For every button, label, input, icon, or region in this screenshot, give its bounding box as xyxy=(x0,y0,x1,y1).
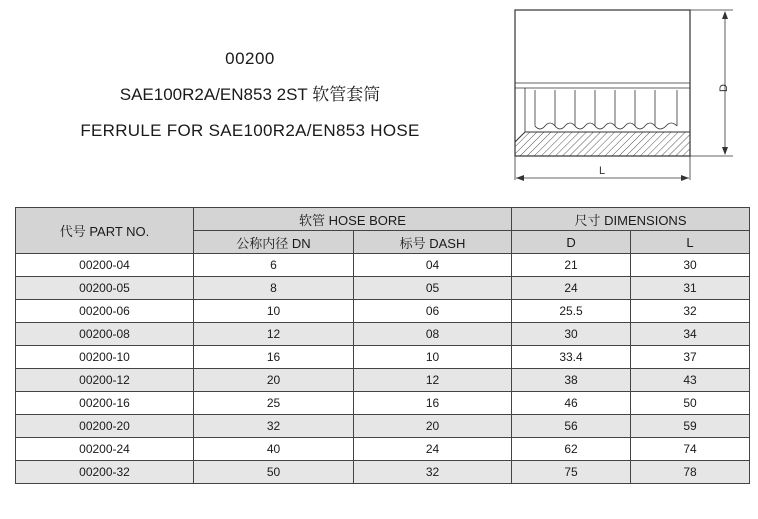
cell-d: 21 xyxy=(512,254,631,277)
cell-d: 33.4 xyxy=(512,346,631,369)
cell-dn: 16 xyxy=(194,346,354,369)
cell-dn: 25 xyxy=(194,392,354,415)
cell-d: 56 xyxy=(512,415,631,438)
header-l: L xyxy=(631,231,750,254)
cell-dn: 50 xyxy=(194,461,354,484)
table-row xyxy=(16,323,750,346)
cell-dash: 08 xyxy=(354,323,512,346)
cell-dash: 24 xyxy=(354,438,512,461)
cell-dn: 20 xyxy=(194,369,354,392)
cell-dn: 32 xyxy=(194,415,354,438)
header-part-no: 代号 PART NO. xyxy=(16,208,194,254)
header-d: D xyxy=(512,231,631,254)
table-row xyxy=(16,438,750,461)
cell-part-no: 00200-05 xyxy=(16,277,194,300)
title-chinese: SAE100R2A/EN853 2ST 软管套筒 xyxy=(119,85,381,104)
cell-dash: 10 xyxy=(354,346,512,369)
cell-d: 24 xyxy=(512,277,631,300)
table-row xyxy=(16,415,750,438)
cell-l: 74 xyxy=(631,438,750,461)
header-hose-bore: 软管 HOSE BORE xyxy=(194,208,512,231)
spec-table xyxy=(15,207,750,484)
cell-dash: 06 xyxy=(354,300,512,323)
header-dash: 标号 DASH xyxy=(354,231,512,254)
cell-dash: 20 xyxy=(354,415,512,438)
cell-part-no: 00200-24 xyxy=(16,438,194,461)
cell-l: 59 xyxy=(631,415,750,438)
cell-d: 75 xyxy=(512,461,631,484)
cell-l: 31 xyxy=(631,277,750,300)
cell-l: 37 xyxy=(631,346,750,369)
table-row xyxy=(16,254,750,277)
cell-part-no: 00200-08 xyxy=(16,323,194,346)
dimension-label-d: D xyxy=(718,84,730,92)
cell-l: 50 xyxy=(631,392,750,415)
cell-part-no: 00200-16 xyxy=(16,392,194,415)
cell-l: 32 xyxy=(631,300,750,323)
table-row xyxy=(16,369,750,392)
cell-dash: 05 xyxy=(354,277,512,300)
cell-d: 38 xyxy=(512,369,631,392)
cell-part-no: 00200-04 xyxy=(16,254,194,277)
cell-d: 46 xyxy=(512,392,631,415)
cell-l: 34 xyxy=(631,323,750,346)
title-english: FERRULE FOR SAE100R2A/EN853 HOSE xyxy=(80,121,420,140)
cell-l: 78 xyxy=(631,461,750,484)
section-hatch xyxy=(515,132,690,156)
ferrule-drawing xyxy=(505,8,745,188)
cell-dn: 6 xyxy=(194,254,354,277)
cell-l: 30 xyxy=(631,254,750,277)
cell-part-no: 00200-32 xyxy=(16,461,194,484)
table-row xyxy=(16,346,750,369)
cell-d: 30 xyxy=(512,323,631,346)
product-code: 00200 xyxy=(225,49,275,68)
cell-dash: 12 xyxy=(354,369,512,392)
cell-part-no: 00200-10 xyxy=(16,346,194,369)
cell-part-no: 00200-06 xyxy=(16,300,194,323)
dimension-label-l: L xyxy=(598,165,606,177)
table-row xyxy=(16,300,750,323)
cell-dash: 16 xyxy=(354,392,512,415)
table-row xyxy=(16,461,750,484)
header-dn: 公称内径 DN xyxy=(194,231,354,254)
cell-dash: 04 xyxy=(354,254,512,277)
table-row xyxy=(16,277,750,300)
cell-dn: 8 xyxy=(194,277,354,300)
cell-part-no: 00200-12 xyxy=(16,369,194,392)
table-row xyxy=(16,392,750,415)
cell-dn: 40 xyxy=(194,438,354,461)
cell-dn: 10 xyxy=(194,300,354,323)
header-dimensions: 尺寸 DIMENSIONS xyxy=(512,208,750,231)
title-block xyxy=(40,48,460,142)
cell-d: 25.5 xyxy=(512,300,631,323)
cell-part-no: 00200-20 xyxy=(16,415,194,438)
cell-l: 43 xyxy=(631,369,750,392)
cell-dash: 32 xyxy=(354,461,512,484)
cell-dn: 12 xyxy=(194,323,354,346)
cell-d: 62 xyxy=(512,438,631,461)
